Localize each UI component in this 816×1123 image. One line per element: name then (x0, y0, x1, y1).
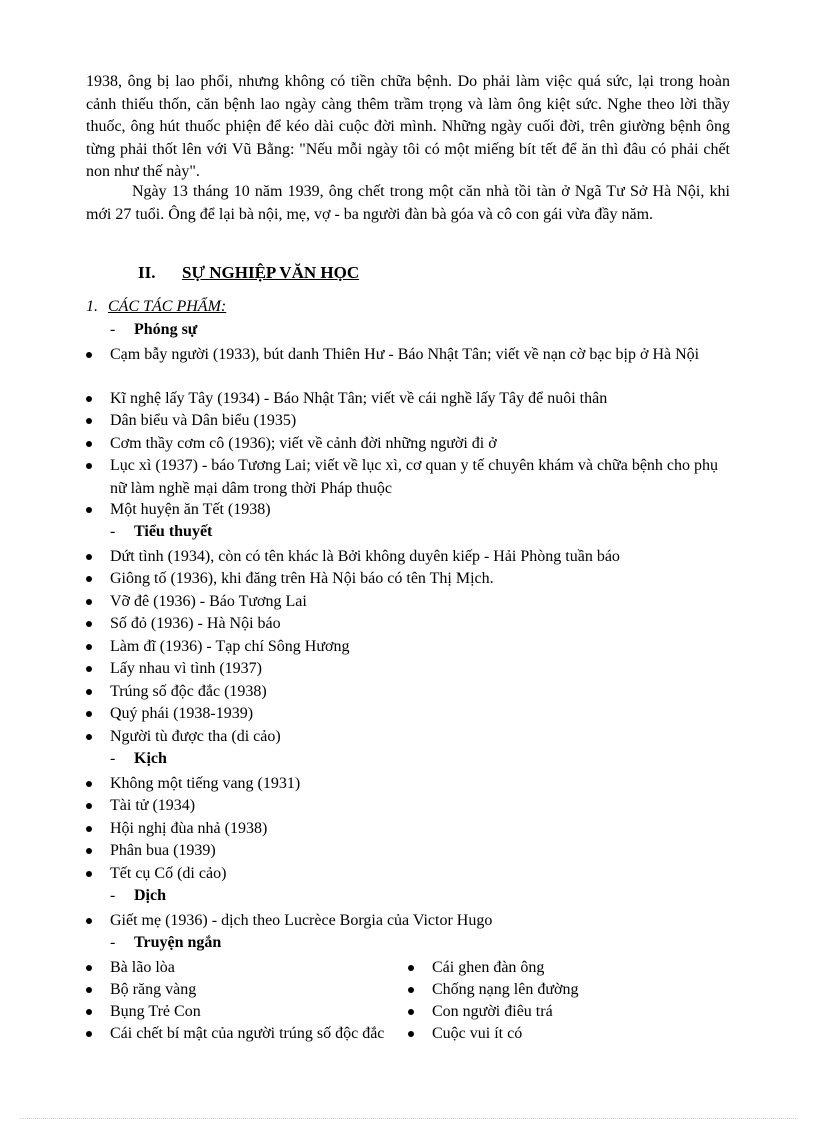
bullet-icon (86, 621, 92, 627)
list-item-text: Một huyện ăn Tết (1938) (110, 501, 271, 518)
list-item-text: Bà lão lòa (110, 959, 175, 976)
bullet-icon (86, 463, 92, 469)
list-item (86, 979, 196, 1002)
bullet-icon (86, 418, 92, 424)
bullet-icon (86, 803, 92, 809)
list-item-text: Bụng Trẻ Con (110, 1003, 201, 1020)
list-item-text: Người tù được tha (di cảo) (110, 728, 281, 745)
category-dash: - (110, 887, 116, 904)
list-item-text: Quý phái (1938-1939) (110, 705, 254, 722)
list-item-text: Cuộc vui ít có (432, 1025, 523, 1042)
list-item (86, 455, 730, 500)
list-item (86, 658, 730, 681)
bullet-icon (86, 599, 92, 605)
bullet-icon (86, 848, 92, 854)
bullet-icon (86, 576, 92, 582)
list-item-text: Tài tử (1934) (110, 797, 196, 814)
category-heading-dich (110, 887, 166, 905)
list-item (86, 863, 730, 886)
list-item-text: Số đỏ (1936) - Hà Nội báo (110, 615, 281, 632)
list-item (86, 681, 730, 704)
list-item (86, 703, 730, 726)
bullet-icon (86, 689, 92, 695)
bullet-icon (86, 826, 92, 832)
bullet-icon (86, 644, 92, 650)
category-label: Dịch (134, 887, 166, 904)
list-item (86, 344, 730, 367)
list-item (86, 957, 175, 980)
bullet-icon (86, 1031, 92, 1037)
bullet-icon (408, 1009, 414, 1015)
list-item (86, 818, 730, 841)
list-item (408, 1001, 553, 1024)
list-item-text: Cái ghen đàn ông (432, 959, 545, 976)
list-item-text: Cơm thầy cơm cô (1936); viết về cảnh đời những người đi ở (110, 435, 497, 452)
list-item (86, 1023, 384, 1046)
list-item (86, 499, 730, 522)
bullet-icon (408, 987, 414, 993)
list-item (86, 910, 730, 933)
list-item (86, 726, 730, 749)
category-heading-tieu-thuyet (110, 523, 212, 541)
bullet-icon (86, 352, 92, 358)
bullet-icon (86, 871, 92, 877)
category-dash: - (110, 523, 116, 540)
bullet-icon (86, 918, 92, 924)
bullet-icon (86, 965, 92, 971)
section-heading (138, 263, 359, 283)
category-label: Truyện ngắn (134, 934, 222, 951)
list-item (86, 546, 730, 569)
bullet-icon (86, 507, 92, 513)
list-item (86, 840, 730, 863)
list-item-text: Giết mẹ (1936) - dịch theo Lucrèce Borgia của Victor Hugo (110, 912, 493, 929)
category-dash: - (110, 750, 116, 767)
category-heading-phong-su (110, 321, 197, 339)
list-item (86, 795, 730, 818)
list-item-text: Cạm bẫy người (1933), bút danh Thiên Hư - Báo Nhật Tân; viết về nạn cờ bạc bịp ở Hà Nội (110, 346, 700, 363)
list-item (86, 773, 730, 796)
bullet-icon (408, 1031, 414, 1037)
bullet-icon (86, 396, 92, 402)
category-heading-truyen-ngan (110, 934, 221, 952)
list-item (86, 1001, 201, 1024)
category-label: Tiểu thuyết (134, 523, 213, 540)
subsection-title: CÁC TÁC PHẨM: (108, 298, 227, 315)
bullet-icon (86, 666, 92, 672)
list-item-text: Phân bua (1939) (110, 842, 216, 859)
list-item-text: Tết cụ Cố (di cảo) (110, 865, 227, 882)
paragraph-biography-end: 1938, ông bị lao phổi, nhưng không có tiền chữa bệnh. Do phải làm việc quá sức, lại trong hoàn cảnh thiếu thốn, căn bệnh lao ngày càng thêm trầm trọng và làm ông kiệt sức. Nghe theo lời thầy thuốc, ông hút thuốc phiện để kéo dài cuộc đời mình. Những ngày cuối đời, trên giường bệnh ông từng phải thốt lên với Vũ Bằng: "Nếu mỗi ngày tôi có một miếng bít tết để ăn thì đâu có phải chết non như thế này". (86, 73, 730, 180)
list-item-text: Lấy nhau vì tình (1937) (110, 660, 262, 677)
bullet-icon (86, 441, 92, 447)
section-number: II. (138, 263, 156, 282)
list-item-text: Không một tiếng vang (1931) (110, 775, 301, 792)
list-item (408, 979, 578, 1002)
list-item-text: Hội nghị đùa nhả (1938) (110, 820, 268, 837)
list-item (408, 1023, 522, 1046)
list-item (86, 591, 730, 614)
list-item (86, 388, 730, 411)
list-item-text: Dứt tình (1934), còn có tên khác là Bởi không duyên kiếp - Hải Phòng tuần báo (110, 548, 620, 565)
list-item-text: Cái chết bí mật của người trúng số độc đắc (110, 1025, 385, 1042)
bullet-icon (86, 711, 92, 717)
category-heading-kich (110, 750, 167, 768)
list-item-text: Dân biểu và Dân biểu (1935) (110, 412, 297, 429)
list-item (408, 957, 544, 980)
bullet-icon (86, 781, 92, 787)
list-item-text: Con người điêu trá (432, 1003, 553, 1020)
list-item-text: Kĩ nghệ lấy Tây (1934) - Báo Nhật Tân; viết về cái nghề lấy Tây để nuôi thân (110, 390, 608, 407)
list-item (86, 613, 730, 636)
list-item-text: Trúng số độc đắc (1938) (110, 683, 267, 700)
subsection-number: 1. (86, 298, 98, 315)
category-dash: - (110, 934, 116, 951)
subsection-heading (86, 298, 226, 316)
list-item-text: Giông tố (1936), khi đăng trên Hà Nội báo có tên Thị Mịch. (110, 570, 494, 587)
list-item-text: Lục xì (1937) - báo Tương Lai; viết về lục xì, cơ quan y tế chuyên khám và chữa bệnh cho phụ nữ làm nghề mại dâm trong thời Pháp thuộc (110, 457, 719, 497)
paragraph-death: Ngày 13 tháng 10 năm 1939, ông chết trong một căn nhà tồi tàn ở Ngã Tư Sở Hà Nội, khi mới 27 tuổi. Ông để lại bà nội, mẹ, vợ - ba người đàn bà góa và cô con gái vừa đầy năm. (86, 183, 730, 223)
list-item-text: Vỡ đê (1936) - Báo Tương Lai (110, 593, 307, 610)
list-item-text: Chống nạng lên đường (432, 981, 579, 998)
section-title: SỰ NGHIỆP VĂN HỌC (182, 263, 360, 282)
category-label: Phóng sự (134, 321, 198, 338)
page-bottom-divider (20, 1118, 796, 1119)
category-label: Kịch (134, 750, 167, 767)
list-item-text: Làm đĩ (1936) - Tạp chí Sông Hương (110, 638, 350, 655)
category-dash: - (110, 321, 116, 338)
bullet-icon (408, 965, 414, 971)
bullet-icon (86, 987, 92, 993)
list-item (86, 410, 730, 433)
bullet-icon (86, 1009, 92, 1015)
list-item (86, 568, 730, 591)
bullet-icon (86, 554, 92, 560)
bullet-icon (86, 734, 92, 740)
list-item-text: Bộ răng vàng (110, 981, 197, 998)
list-item (86, 636, 730, 659)
list-item (86, 433, 730, 456)
